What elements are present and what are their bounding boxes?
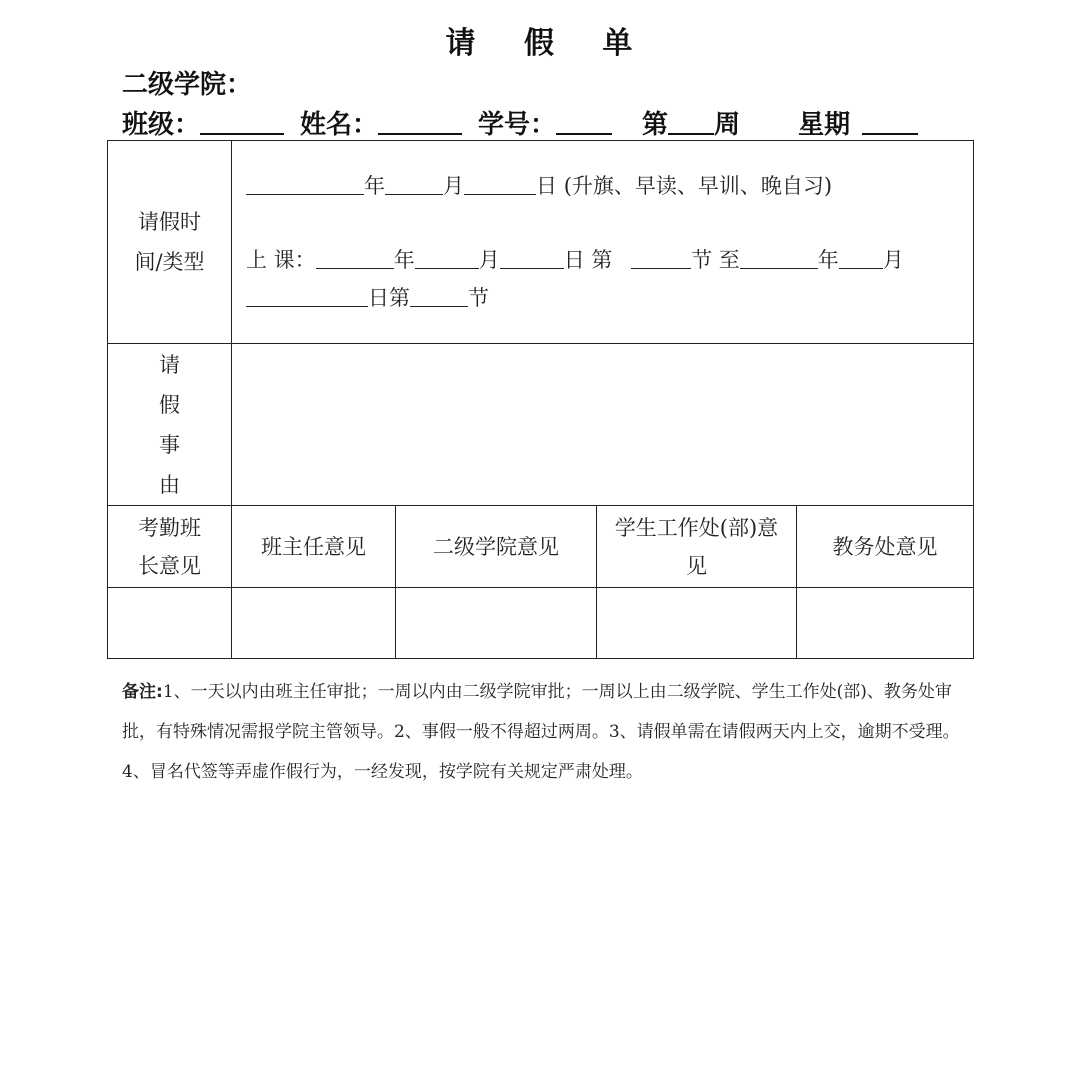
period-end-blank[interactable] bbox=[410, 284, 468, 307]
signature-academic-affairs[interactable] bbox=[797, 588, 974, 659]
class-day-blank[interactable] bbox=[500, 246, 564, 269]
weekday-label: 星期 bbox=[798, 110, 851, 140]
month-blank[interactable] bbox=[385, 172, 443, 195]
leave-form-table bbox=[107, 140, 974, 659]
department-label: 二级学院： bbox=[122, 70, 253, 100]
name-blank[interactable] bbox=[378, 111, 462, 135]
time-line-1: 年 月 日 (升旗、早读、早训、晚自习) bbox=[246, 167, 973, 205]
student-id-blank[interactable] bbox=[556, 111, 612, 135]
week-suffix: 周 bbox=[714, 110, 741, 140]
approver-student-affairs: 学生工作处(部)意见 bbox=[597, 506, 797, 588]
class-label: 班级： bbox=[122, 110, 201, 140]
time-line-3: 日第 节 bbox=[246, 279, 973, 317]
approver-attendance-monitor: 考勤班长意见 bbox=[108, 506, 232, 588]
end-year-blank[interactable] bbox=[740, 246, 818, 269]
approver-signature-row bbox=[108, 588, 974, 659]
signature-attendance-monitor[interactable] bbox=[108, 588, 232, 659]
time-type-label: 请假时间/类型 bbox=[108, 141, 232, 344]
time-row bbox=[108, 141, 974, 344]
week-prefix: 第 bbox=[642, 110, 669, 140]
year-blank[interactable] bbox=[246, 172, 364, 195]
signature-secondary-college[interactable] bbox=[396, 588, 597, 659]
class-blank[interactable] bbox=[200, 111, 284, 135]
end-month-blank[interactable] bbox=[839, 246, 883, 269]
student-id-label: 学号： bbox=[478, 110, 557, 140]
week-blank[interactable] bbox=[668, 111, 714, 135]
approver-secondary-college: 二级学院意见 bbox=[396, 506, 597, 588]
remarks bbox=[122, 672, 962, 792]
approver-header-row bbox=[108, 506, 974, 588]
reason-input-area[interactable] bbox=[232, 344, 974, 506]
remarks-text: 1、一天以内由班主任审批；一周以内由二级学院审批；一周以上由二级学院、学生工作处(部)、教务处审批，有特殊情况需报学院主管领导。2、事假一般不得超过两周。3、请假单需在请假两天内上交，逾期不受理。4、冒名代签等弄虚作假行为，一经发现，按学院有关规定严肃处理。 bbox=[122, 682, 960, 782]
remarks-label: 备注: bbox=[122, 682, 163, 702]
reason-label: 请 假 事 由 bbox=[108, 344, 232, 506]
period-start-blank[interactable] bbox=[631, 246, 691, 269]
day-blank[interactable] bbox=[464, 172, 536, 195]
name-label: 姓名： bbox=[300, 110, 379, 140]
class-month-blank[interactable] bbox=[415, 246, 479, 269]
time-cell bbox=[232, 141, 974, 344]
form-title: 请 假 单 bbox=[445, 26, 635, 61]
leave-types: (升旗、早读、早训、晚自习) bbox=[563, 174, 833, 198]
class-year-blank[interactable] bbox=[316, 246, 394, 269]
approver-academic-affairs: 教务处意见 bbox=[797, 506, 974, 588]
approver-head-teacher: 班主任意见 bbox=[232, 506, 396, 588]
end-day-blank[interactable] bbox=[246, 284, 368, 307]
signature-head-teacher[interactable] bbox=[232, 588, 396, 659]
signature-student-affairs[interactable] bbox=[597, 588, 797, 659]
time-line-2: 上 课： 年 月 日 第 节 至 年 月 bbox=[246, 248, 904, 272]
reason-row bbox=[108, 344, 974, 506]
weekday-blank[interactable] bbox=[862, 111, 918, 135]
student-info-row bbox=[122, 104, 962, 141]
